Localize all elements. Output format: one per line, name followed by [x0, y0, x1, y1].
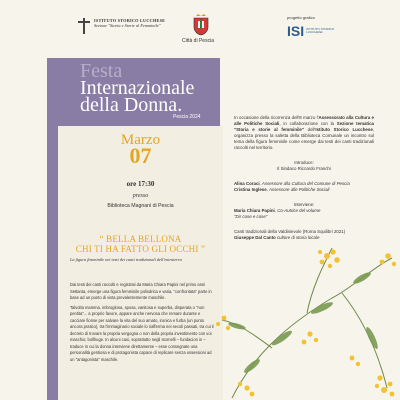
event-venue: Biblioteca Magnani di Pescia [107, 203, 174, 209]
interviene-label: Interviene: [293, 202, 315, 207]
body-paragraph-1: Dai testi dei canti raccolti e registrati da Maria Chiara Papini nel primo anni Settanta, emerge una figura femminile polisdrica e varia, "confrontata" parte in base ad un punto di vista prevalentemente maschile. [70, 282, 212, 300]
speakers-section [234, 181, 374, 193]
introduce-label: Introduce: [294, 160, 314, 165]
body-paragraph-2: Talvolta mamma, imbroglona, sposa, vanitosa e superba, disperata o "non pentita"... a proprio favore, appare anche nervosa che remare durante e cacciare fionse per salvare la vita del suo amato, ironica e furba (un punto ancora pratico), tra l'immaginario sociale lo riafferma nei secoli passati, tra cui il decreto di trovare la propria vergogna o non della propria investimento con voi maschio; bollhuge. In alcuni casi, soprattutto negli stornelli – fundacion in – traduce in cui la donna interviene direttamente – esse consegnate una personalità gentiosa e di protagonista capace di replicare senza ossessioni ad un "antagonista" maschile. [70, 304, 214, 362]
istituto-storico-logo [78, 18, 165, 34]
internazionale-title: Internazionale [80, 77, 195, 99]
isi-label: progetto grafico [287, 15, 315, 20]
logo-left-line1: ISTITUTO STORICO LUCCHESE [94, 18, 166, 23]
festa-title: Festa [80, 60, 123, 82]
intro-paragraph: In occasione della ricorrenza dell'8 marzo l'Assessorato alla Cultura e alle Politiche Sociali, in collaborazione con la Sezione tematica "Storia e storie al femminile" dell'Istituto Storico Lucchese, organizza presso la saletta della Biblioteca Comunale un incontro sul tema della figura femminile come emerge dai testi dei canti tradizionali raccolti nel territorio. [234, 115, 374, 150]
event-time: ore 17:30 [126, 180, 155, 188]
introduce-section [234, 160, 374, 172]
isi-logo [287, 15, 334, 39]
interviene-section [234, 202, 374, 220]
isi-small1: ISTITUTO STORICO [306, 26, 335, 31]
crest-icon [193, 14, 209, 36]
crest-caption: Città di Pescia [182, 38, 214, 44]
logo-left-line2: Sezione "Storia e Storie al Femminile" [94, 23, 161, 28]
talk-body [70, 282, 215, 366]
event-card [58, 126, 223, 400]
event-presso: presso [132, 193, 149, 199]
songs-author: Giuseppe Dal Canto cultore di storia locale [234, 235, 320, 240]
speaker-2: Cristina Inglese, Assessore alle Politiche Sociali [234, 187, 330, 192]
isi-small2: LUCCHESE [306, 30, 323, 34]
city-crest [182, 14, 216, 44]
donna-title: della Donna. [80, 94, 183, 116]
introduce-name: Il Sindaco Riccardo Franchi [277, 166, 331, 171]
talk-title-line1: “ BELLA BELLONA [99, 234, 182, 244]
guest: Maria Chiara Papini, Co-Autrice del volume [234, 208, 321, 213]
mimosa-illustration [212, 238, 400, 400]
speaker-1: Alina Coraci, Assessore alla Cultura del Comune di Pescia [234, 181, 350, 186]
event-details [234, 115, 374, 241]
talk-subtitle: La figura femminile nei testi dei canti tradizionali dell'entroterra [70, 257, 182, 262]
guest-book: "Dir cose e cose" [234, 214, 268, 219]
cross-icon [78, 18, 90, 34]
isi-mark: ISI [287, 23, 305, 39]
event-month: Marzo [120, 132, 161, 148]
songs-text: Canti tradizionali della Valdinievole (Roma Squilibri 2021) [234, 229, 346, 234]
event-day: 07 [129, 143, 152, 168]
talk-title-line2: CHI TI HA FATTO GLI OCCHI ” [75, 244, 206, 254]
place-year: Pescia 2024 [173, 114, 201, 120]
